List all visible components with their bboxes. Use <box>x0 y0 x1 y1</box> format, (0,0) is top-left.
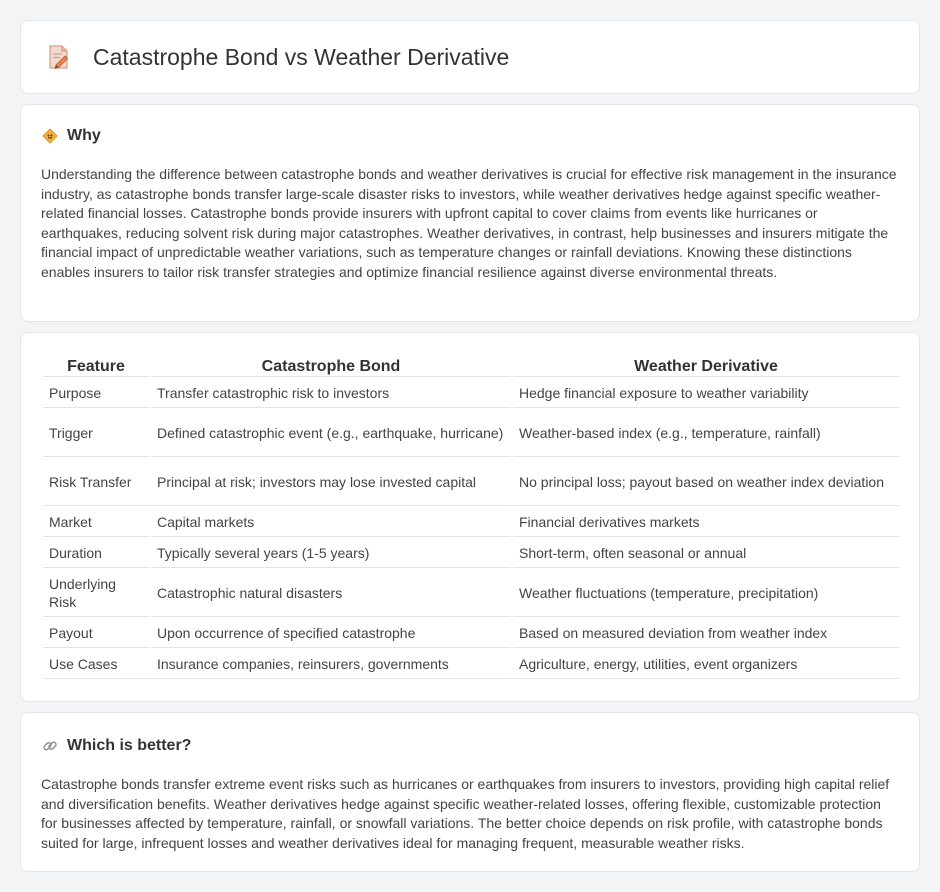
why-paragraph: Understanding the difference between catastrophe bonds and weather derivatives is crucial for effective risk management in the insurance industry, as catastrophe bonds transfer large-scale disaster risks to investors, while weather derivatives hedge against specific weather-related financial losses. Catastrophe bonds provide insurers with upfront capital to cover claims from events like hurricanes or earthquakes, reducing solvent risk during major catastrophes. Weather derivatives, in contrast, help businesses and insurers mitigate the financial impact of unpredictable weather variations, such as temperature changes or rainfall deviations. Knowing these distinctions enables insurers to tailor risk transfer strategies and optimize financial resilience against diverse environmental threats. <box>41 166 897 280</box>
feature-cell: Purpose <box>43 379 149 408</box>
feature-cell: Duration <box>43 539 149 568</box>
weather-derivative-cell: Weather-based index (e.g., temperature, rainfall) <box>513 410 899 457</box>
catastrophe-bond-cell: Insurance companies, reinsurers, governments <box>151 650 511 679</box>
table-row <box>43 508 899 537</box>
link-icon <box>41 737 59 755</box>
table-row <box>43 379 899 408</box>
which-is-better-section <box>20 712 920 872</box>
weather-derivative-cell: Weather fluctuations (temperature, precipitation) <box>513 570 899 617</box>
weather-derivative-cell: Short-term, often seasonal or annual <box>513 539 899 568</box>
better-paragraph: Catastrophe bonds transfer extreme event risks such as hurricanes or earthquakes from insurers to investors, providing high capital relief and diversification benefits. Weather derivatives hedge against specific weather-related losses, offering flexible, customizable protection for businesses affected by temperature, rainfall, or snowfall variations. The better choice depends on risk profile, with catastrophe bonds suited for large, infrequent losses and weather derivatives ideal for managing frequent, measurable weather risks. <box>41 776 890 851</box>
weather-derivative-cell: Agriculture, energy, utilities, event organizers <box>513 650 899 679</box>
catastrophe-bond-cell: Capital markets <box>151 508 511 537</box>
document-edit-icon <box>47 44 71 70</box>
why-heading: Why <box>67 127 101 144</box>
better-heading-row <box>41 737 899 755</box>
weather-derivative-cell: Based on measured deviation from weather index <box>513 619 899 648</box>
catastrophe-bond-cell: Transfer catastrophic risk to investors <box>151 379 511 408</box>
weather-derivative-cell: Financial derivatives markets <box>513 508 899 537</box>
table-row <box>43 539 899 568</box>
catastrophe-bond-cell: Catastrophic natural disasters <box>151 570 511 617</box>
feature-cell: Use Cases <box>43 650 149 679</box>
column-header: Weather Derivative <box>513 355 899 377</box>
table-header-row <box>43 355 899 377</box>
catastrophe-bond-cell: Principal at risk; investors may lose invested capital <box>151 459 511 506</box>
better-heading: Which is better? <box>67 737 192 754</box>
comparison-table-section <box>20 332 920 702</box>
column-header: Feature <box>43 355 149 377</box>
table-row <box>43 619 899 648</box>
feature-cell: Underlying Risk <box>43 570 149 617</box>
weather-derivative-cell: No principal loss; payout based on weather index deviation <box>513 459 899 506</box>
page-title: Catastrophe Bond vs Weather Derivative <box>93 43 510 70</box>
why-heading-row <box>41 127 899 145</box>
title-card <box>20 20 920 94</box>
page-container <box>20 20 920 872</box>
table-row <box>43 650 899 679</box>
column-header: Catastrophe Bond <box>151 355 511 377</box>
diamond-sign-icon <box>41 127 59 145</box>
why-section <box>20 104 920 322</box>
feature-cell: Risk Transfer <box>43 459 149 506</box>
feature-cell: Market <box>43 508 149 537</box>
table-row <box>43 570 899 617</box>
catastrophe-bond-cell: Defined catastrophic event (e.g., earthquake, hurricane) <box>151 410 511 457</box>
feature-cell: Trigger <box>43 410 149 457</box>
catastrophe-bond-cell: Typically several years (1-5 years) <box>151 539 511 568</box>
comparison-table <box>41 353 901 681</box>
table-row <box>43 459 899 506</box>
catastrophe-bond-cell: Upon occurrence of specified catastrophe <box>151 619 511 648</box>
feature-cell: Payout <box>43 619 149 648</box>
weather-derivative-cell: Hedge financial exposure to weather variability <box>513 379 899 408</box>
table-row <box>43 410 899 457</box>
